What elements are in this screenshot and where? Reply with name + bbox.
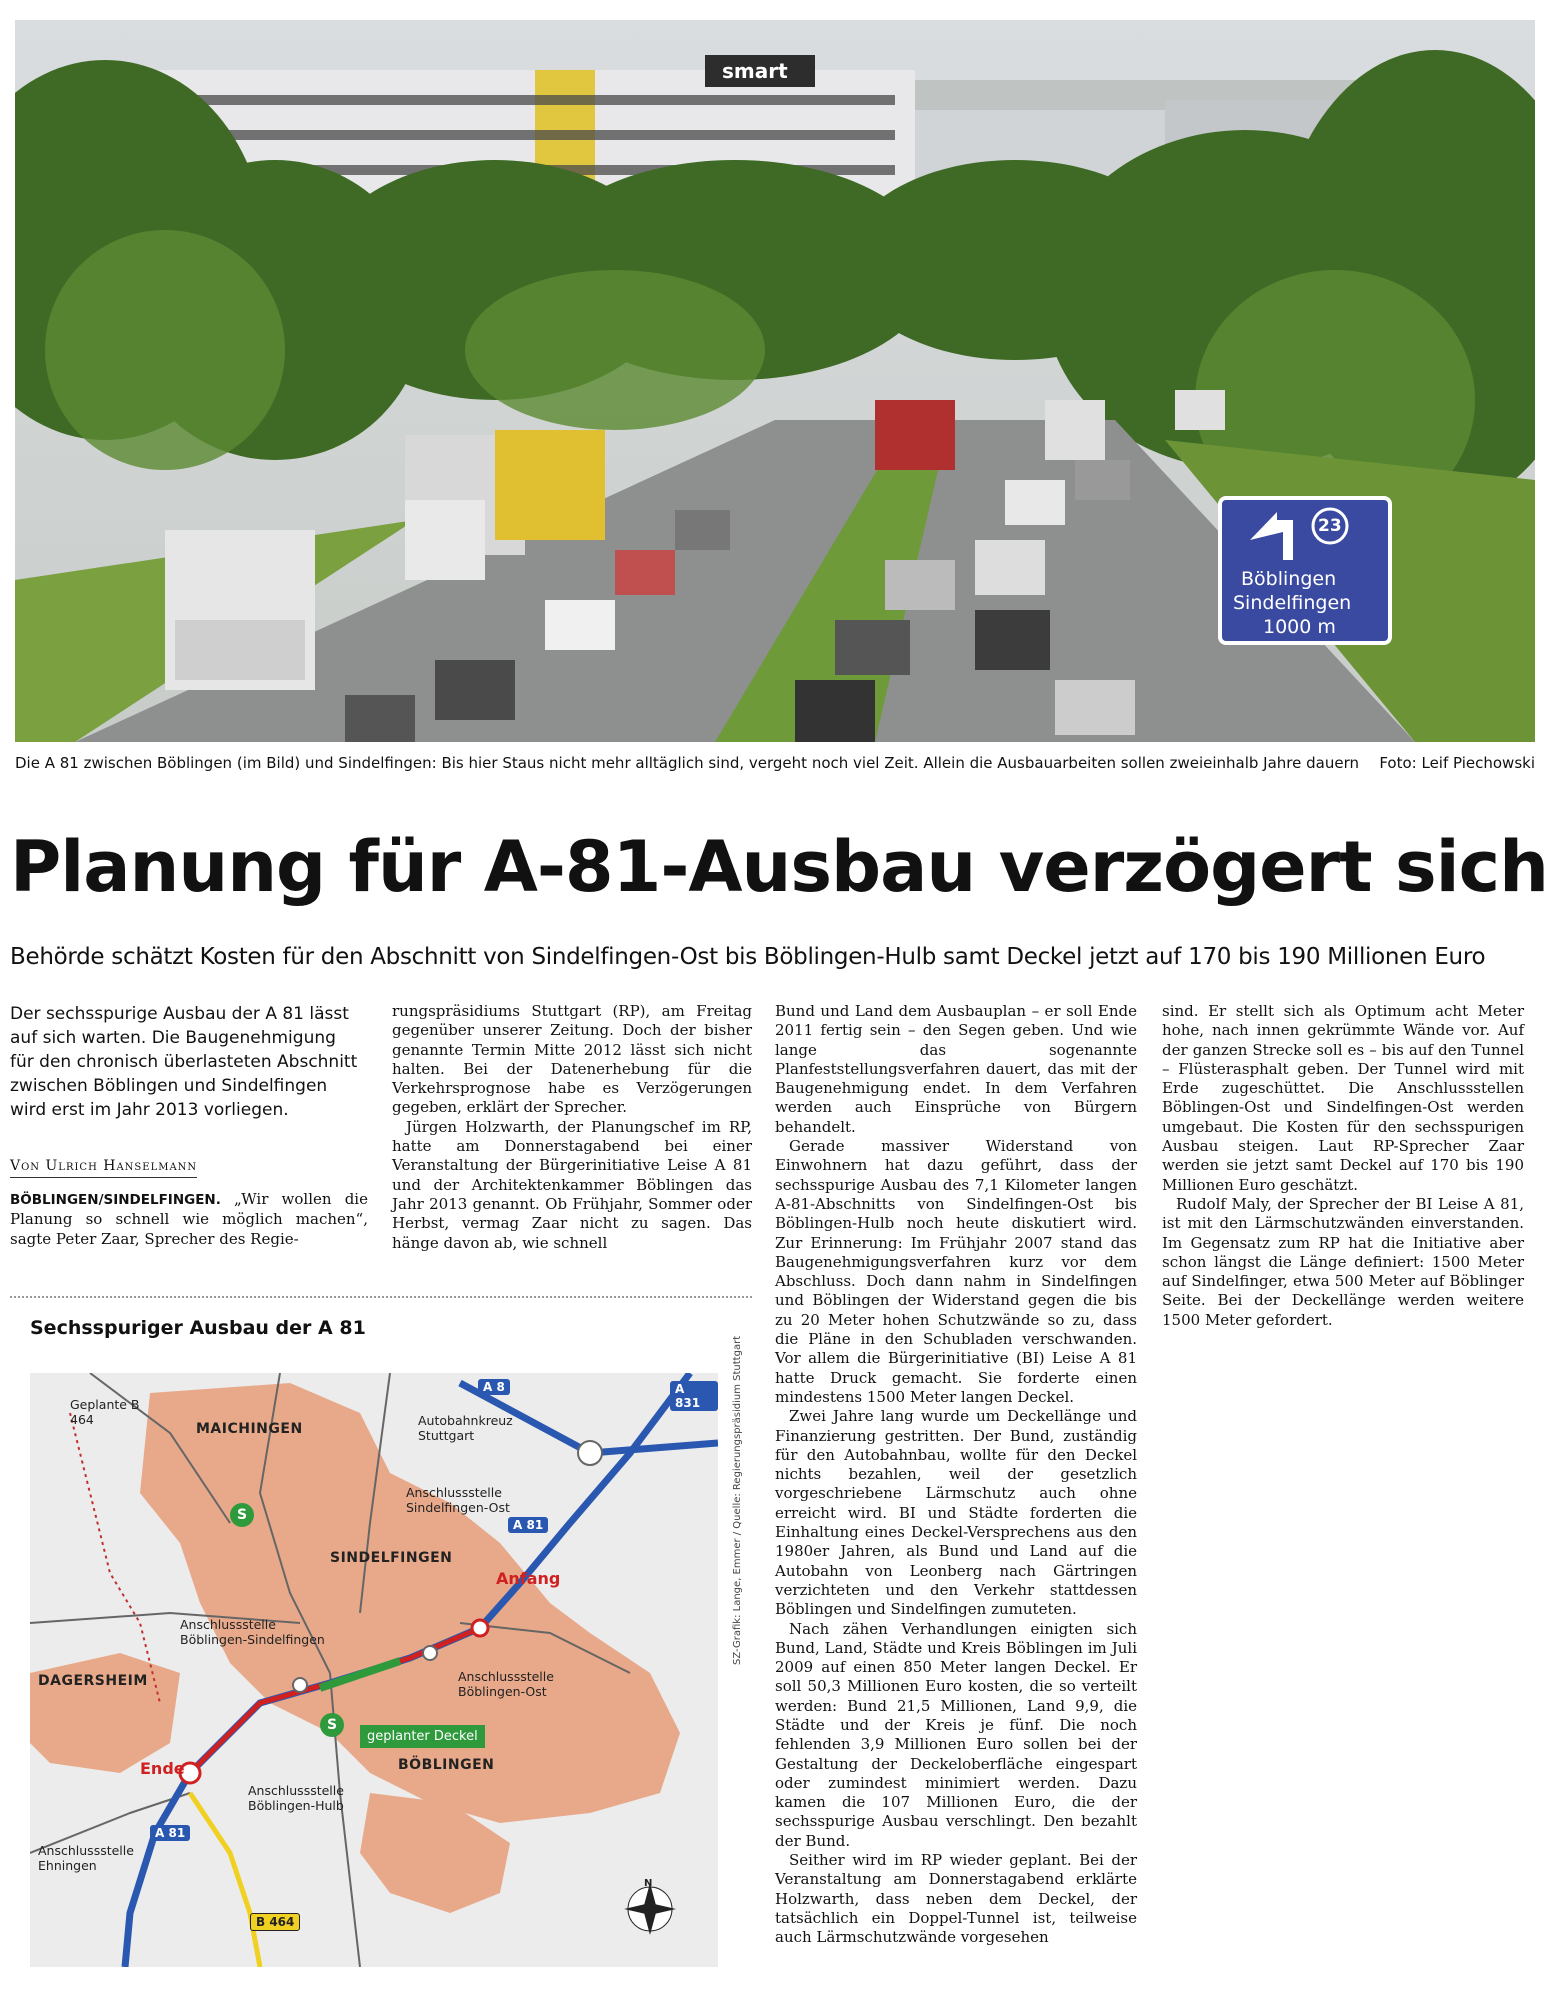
map-label-anfang: Anfang [496, 1569, 561, 1588]
north-label: N [644, 1878, 653, 1889]
column-3 [775, 1002, 1137, 1948]
paragraph: Rudolf Maly, der Sprecher der BI Leise A 81, ist mit den Lärmschutzwänden einverstanden. Im Gegensatz zum RP hat die Initiative aber schon längst die Länge definiert: 1500 Meter auf Sindelfinger, etwa 500 Meter auf Böblinger Seite. Bei der Deckellänge werden weitere 1500 Meter gefordert. [1162, 1194, 1524, 1329]
sbahn-icon: S [230, 1503, 254, 1527]
shield-a81-bottom: A 81 [150, 1825, 190, 1841]
exit-number: 23 [1318, 516, 1342, 536]
paragraph: Nach zähen Verhandlungen einigten sich Bund, Land, Städte und Kreis Böblingen im Juli 2009 auf einen 850 Meter langen Deckel. Er soll 50,3 Millionen Euro kosten, die so verteilt werden: Bund 21,5 Millionen, Land 9,9, die Städte und der Kreis je fünf. Die noch fehlenden 3,9 Millionen Euro sollen bei der Gestaltung der Deckeloberfläche eingespart oder zumindest minimiert werden. Dazu kamen die 107 Millionen Euro, die der sechsspurige Ausbau verschlingt. Den bezahlt der Bund. [775, 1619, 1137, 1850]
map-label-autobahnkreuz: Autobahnkreuz Stuttgart [418, 1413, 513, 1443]
map-title: Sechsspuriger Ausbau der A 81 [30, 1317, 366, 1339]
map-town-sindelfingen: SINDELFINGEN [330, 1550, 453, 1566]
subheadline: Behörde schätzt Kosten für den Abschnitt von Sindelfingen-Ost bis Böblingen-Hulb samt Deckel jetzt auf 170 bis 190 Millionen Euro [10, 944, 1486, 970]
smart-sign: smart [722, 59, 788, 83]
shield-b464: B 464 [250, 1913, 300, 1931]
map-town-boeblingen: BÖBLINGEN [398, 1757, 495, 1773]
column-1 [10, 1190, 368, 1249]
sbahn-icon: S [320, 1713, 344, 1737]
lead-paragraph: Der sechsspurige Ausbau der A 81 lässt auf sich warten. Die Baugenehmigung für den chronisch überlasteten Abschnitt zwischen Böblingen und Sindelfingen wird erst im Jahr 2013 vorliegen. [10, 1004, 358, 1120]
sign-distance: 1000 m [1263, 616, 1336, 638]
map-town-dagersheim: DAGERSHEIM [38, 1673, 148, 1689]
shield-a81-top: A 81 [508, 1517, 548, 1533]
caption-text: Die A 81 zwischen Böblingen (im Bild) und Sindelfingen: Bis hier Staus nicht mehr alltäglich sind, vergeht noch viel Zeit. Allein die Ausbauarbeiten sollen zweieinhalb Jahre dauern [15, 754, 1359, 772]
sign-line-1: Böblingen [1241, 568, 1337, 590]
interchange-kreuz [578, 1441, 602, 1465]
paragraph: sind. Er stellt sich als Optimum acht Meter hohe, nach innen gekrümmte Wände vor. Auf der ganzen Strecke soll es – bis auf den Tunnel – Flüsterasphalt geben. Der Tunnel wird mit Erde zugeschüttet. Die Anschlussstellen Böblingen-Ost und Sindelfingen-Ost werden umgebaut. Die Kosten für den sechsspurigen Ausbau steigen. Laut RP-Sprecher Zaar werden sie jetzt samt Deckel auf 170 bis 190 Millionen Euro geschätzt. [1162, 1002, 1524, 1194]
photo-credit: Foto: Leif Piechowski [1379, 754, 1535, 772]
headline: Planung für A-81-Ausbau verzögert sich [10, 826, 1548, 908]
column-2 [392, 1002, 752, 1253]
photo-caption [15, 752, 1535, 778]
map-label-as-bb-ost: Anschlussstelle Böblingen-Ost [458, 1669, 554, 1699]
paragraph: Gerade massiver Widerstand von Einwohnern hat dazu geführt, dass der sechsspurige Ausbau des 7,1 Kilometer langen A-81-Abschnitts von Sindelfingen-Ost bis Böblingen-Hulb noch heute diskutiert wird. Zur Erinnerung: Im Frühjahr 2007 stand das Baugenehmigungsverfahren kurz vor dem Abschluss. Doch dann nahm in Sindelfingen und Böblingen der Widerstand gegen die bis zu 20 Meter hohen Schutzwände so zu, dass die Pläne in den Schubladen verschwanden. Vor allem die Bürgerinitiative (BI) Leise A 81 hatte Druck gemacht. Sie forderte einen mindestens 1500 Meter langen Deckel. [775, 1137, 1137, 1406]
column-4 [1162, 1002, 1524, 1330]
map-label-geplante-b464: Geplante B 464 [70, 1397, 140, 1427]
urban-area [30, 1653, 180, 1773]
map-label-as-ehningen: Anschlussstelle Ehningen [38, 1843, 134, 1873]
interchange-start [472, 1620, 488, 1636]
map-source: SZ-Grafik: Lange, Emmer / Quelle: Regierungspräsidium Stuttgart [732, 1335, 743, 1665]
paragraph: Jürgen Holzwarth, der Planungschef im RP, hatte am Donnerstagabend bei einer Veranstaltung der Bürgerinitiative Leise A 81 und der Architektenkammer Böblingen das Jahr 2013 genannt. Ob Frühjahr, Sommer oder Herbst, vermag Zaar nicht zu sagen. Das hänge davon ab, wie schnell [392, 1117, 752, 1252]
route-map [30, 1373, 718, 1967]
map-town-maichingen: MAICHINGEN [196, 1421, 303, 1437]
col1-body: „Wir wollen die Planung so schnell wie möglich machen“, sagte Peter Zaar, Sprecher des Regie- [10, 1190, 368, 1248]
map-label-as-bb-hulb: Anschlussstelle Böblingen-Hulb [248, 1783, 344, 1813]
map-label-geplanter-deckel: geplanter Deckel [360, 1725, 485, 1748]
paragraph: Seither wird im RP wieder geplant. Bei der Veranstaltung am Donnerstagabend erklärte Holzwarth, dass neben dem Deckel, der tatsächlich ein Doppel-Tunnel ist, teilweise auch Lärmschutzwände vorgesehen [775, 1851, 1137, 1947]
divider [10, 1296, 752, 1298]
map-label-as-sifi-ost: Anschlussstelle Sindelfingen-Ost [406, 1485, 510, 1515]
sign-line-2: Sindelfingen [1233, 592, 1352, 614]
map-label-as-bb-sifi: Anschlussstelle Böblingen-Sindelfingen [180, 1617, 325, 1647]
shield-a8: A 8 [478, 1379, 510, 1395]
author-byline: Von Ulrich Hanselmann [10, 1158, 197, 1178]
map-label-ende: Ende [140, 1759, 185, 1778]
paragraph: rungspräsidiums Stuttgart (RP), am Freitag gegenüber unserer Zeitung. Doch der bisher genannte Termin Mitte 2012 lässt sich nicht halten. Bei der Datenerhebung für die Verkehrsprognose habe es Verzögerungen gegeben, erklärt der Sprecher. [392, 1002, 752, 1117]
dateline: BÖBLINGEN/SINDELFINGEN. [10, 1192, 221, 1208]
interchange-bb-ost [423, 1646, 437, 1660]
b464-road [190, 1793, 260, 1967]
highway-photo [15, 20, 1535, 742]
paragraph: Bund und Land dem Ausbauplan – er soll Ende 2011 fertig sein – den Segen geben. Und wie lange das sogenannte Planfeststellungsverfahren dauert, das mit der Baugenehmigung endet. In dem Verfahren werden auch Einsprüche von Bürgern behandelt. [775, 1002, 1137, 1136]
paragraph: Zwei Jahre lang wurde um Deckellänge und Finanzierung gestritten. Der Bund, zuständig für den Autobahnbau, wollte für den Deckel nichts bezahlen, weil der gesetzlich vorgeschriebene Lärmschutz auch ohne erreicht wird. BI und Städte forderten die Einhaltung eines Deckel-Versprechens aus den 1980er Jahren, als Bund und Land auf die Autobahn von Leonberg nach Gärtringen verzichteten und den Verkehr stattdessen Böblingen und Sindelfingen zumuteten. [775, 1407, 1137, 1619]
interchange-bb-sifi [293, 1678, 307, 1692]
shield-a831: A 831 [670, 1381, 718, 1411]
